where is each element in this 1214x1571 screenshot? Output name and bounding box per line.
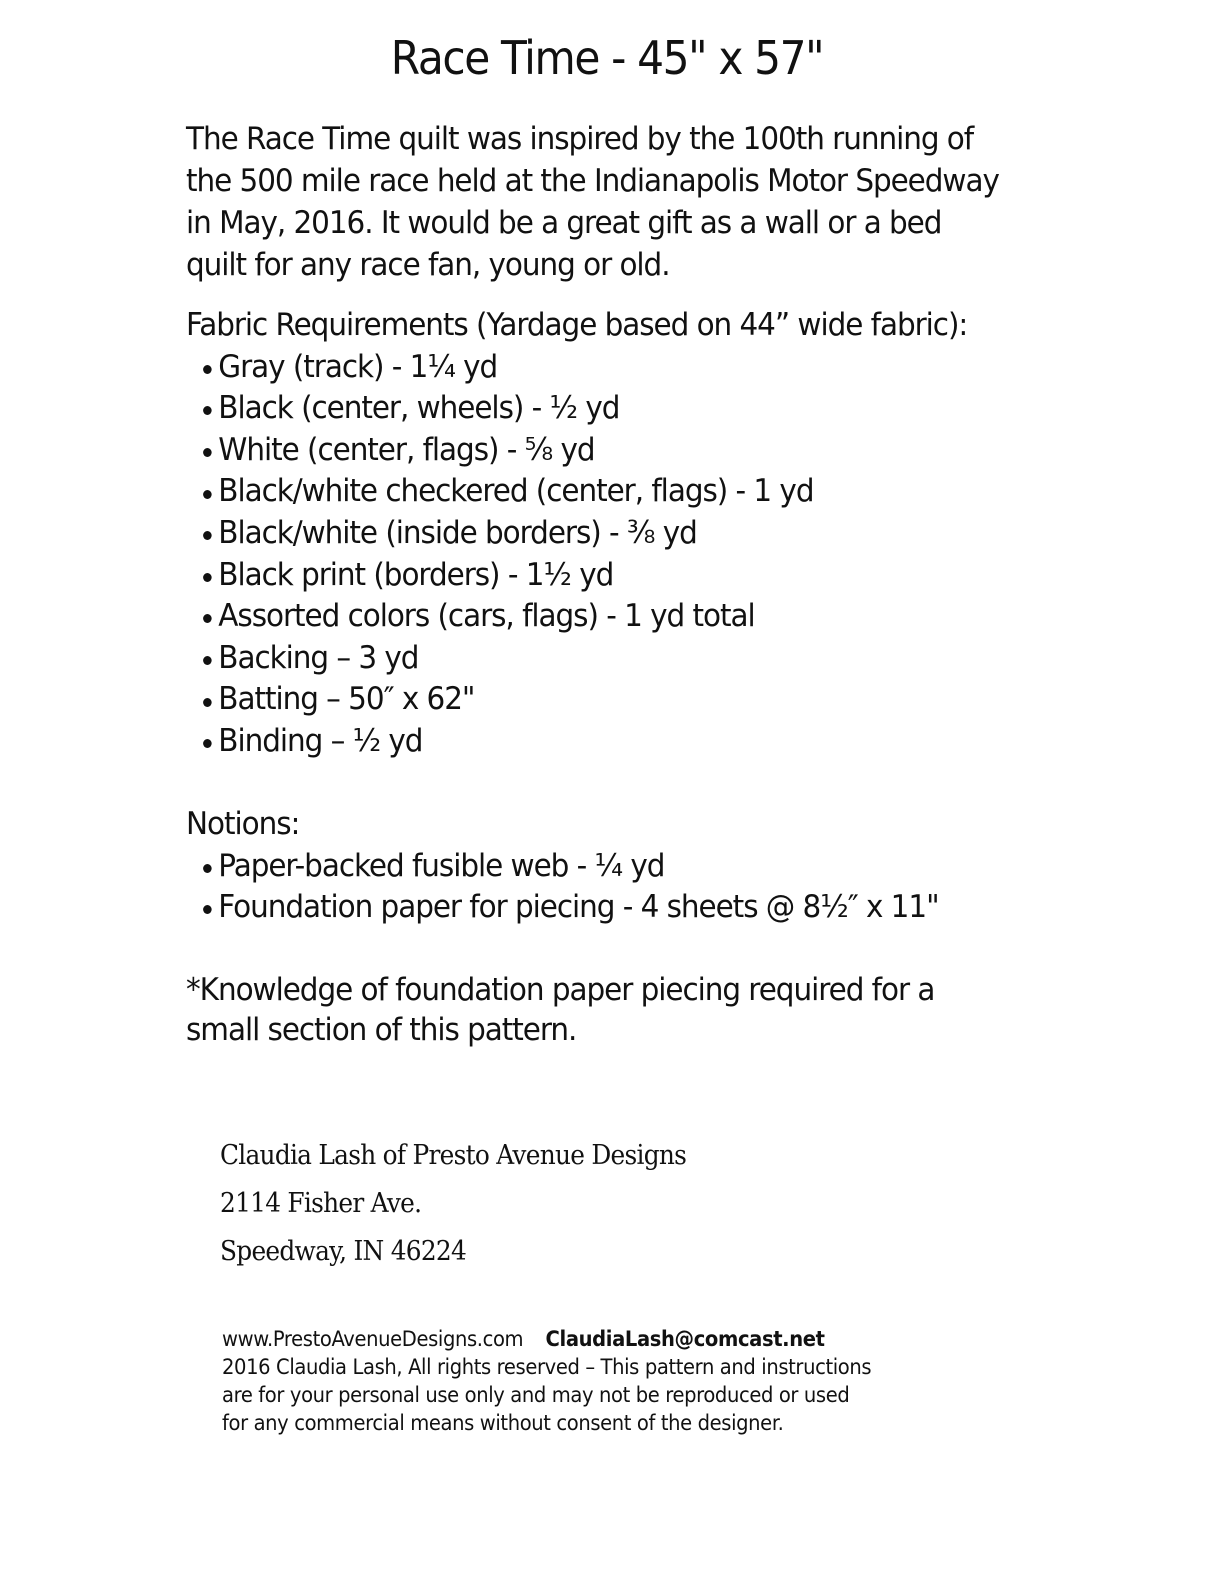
list-item-text: White (center, flags) - ⅝ yd [218, 431, 595, 468]
bullet-icon [203, 864, 212, 873]
notions-section [186, 804, 939, 929]
fabric-requirements-section [186, 305, 967, 763]
bullet-icon [203, 698, 212, 707]
list-item-text: Gray (track) - 1¼ yd [218, 348, 498, 385]
intro-paragraph [186, 118, 999, 286]
list-item [203, 887, 938, 929]
list-item-text: Binding – ½ yd [218, 722, 423, 759]
bullet-icon [203, 656, 212, 665]
list-item [203, 513, 967, 555]
bullet-icon [203, 448, 212, 457]
bullet-icon [203, 905, 212, 914]
list-item [203, 846, 938, 888]
list-item-text: Black (center, wheels) - ½ yd [218, 390, 620, 427]
list-item-text: Assorted colors (cars, flags) - 1 yd total [218, 598, 755, 635]
list-item [203, 596, 967, 638]
intro-line: quilt for any race fan, young or old. [186, 247, 670, 283]
list-item-text: Black/white checkered (center, flags) - 1 yd [218, 473, 814, 510]
street-address: 2114 Fisher Ave. [220, 1188, 422, 1219]
notions-list [186, 846, 939, 929]
list-item [203, 347, 967, 389]
bullet-icon [203, 614, 212, 623]
bullet-icon [203, 739, 212, 748]
list-item [203, 430, 967, 472]
copyright-line: are for your personal use only and may not be reproduced or used [222, 1383, 850, 1407]
notions-heading: Notions: [186, 806, 300, 842]
list-item-text: Foundation paper for piecing - 4 sheets @ 8½″ x 11" [218, 889, 939, 926]
note-line: *Knowledge of foundation paper piecing required for a [186, 972, 935, 1008]
bullet-icon [203, 531, 212, 540]
email-link[interactable]: ClaudiaLash@comcast.net [545, 1327, 825, 1351]
copyright-line: 2016 Claudia Lash, All rights reserved – This pattern and instructions [222, 1355, 872, 1379]
contact-line [222, 1325, 871, 1353]
fabric-requirements-heading: Fabric Requirements (Yardage based on 44” wide fabric): [186, 307, 968, 343]
intro-line: in May, 2016. It would be a great gift as a wall or a bed [186, 205, 942, 241]
intro-line: the 500 mile race held at the Indianapolis Motor Speedway [186, 163, 999, 199]
copyright-line: for any commercial means without consent of the designer. [222, 1411, 784, 1435]
list-item [203, 638, 967, 680]
list-item [203, 471, 967, 513]
intro-line: The Race Time quilt was inspired by the 100th running of [186, 121, 974, 157]
list-item-text: Black/white (inside borders) - ⅜ yd [218, 514, 697, 551]
list-item [203, 555, 967, 597]
bullet-icon [203, 573, 212, 582]
list-item-text: Batting – 50″ x 62" [218, 681, 475, 718]
city-state-zip: Speedway, IN 46224 [220, 1236, 467, 1267]
designer-address [220, 1132, 686, 1276]
list-item-text: Backing – 3 yd [218, 639, 419, 676]
bullet-icon [203, 406, 212, 415]
list-item [203, 721, 967, 763]
knowledge-note [186, 970, 934, 1050]
bullet-icon [203, 490, 212, 499]
website-link[interactable]: www.PrestoAvenueDesigns.com [222, 1327, 524, 1351]
bullet-icon [203, 365, 212, 374]
list-item-text: Paper-backed fusible web - ¼ yd [218, 847, 665, 884]
list-item-text: Black print (borders) - 1½ yd [218, 556, 614, 593]
note-line: small section of this pattern. [186, 1012, 577, 1048]
list-item [203, 679, 967, 721]
list-item [203, 388, 967, 430]
designer-name: Claudia Lash of Presto Avenue Designs [220, 1140, 687, 1171]
footer [222, 1325, 871, 1437]
page-title: Race Time - 45" x 57" [390, 31, 824, 85]
fabric-list [186, 347, 967, 763]
